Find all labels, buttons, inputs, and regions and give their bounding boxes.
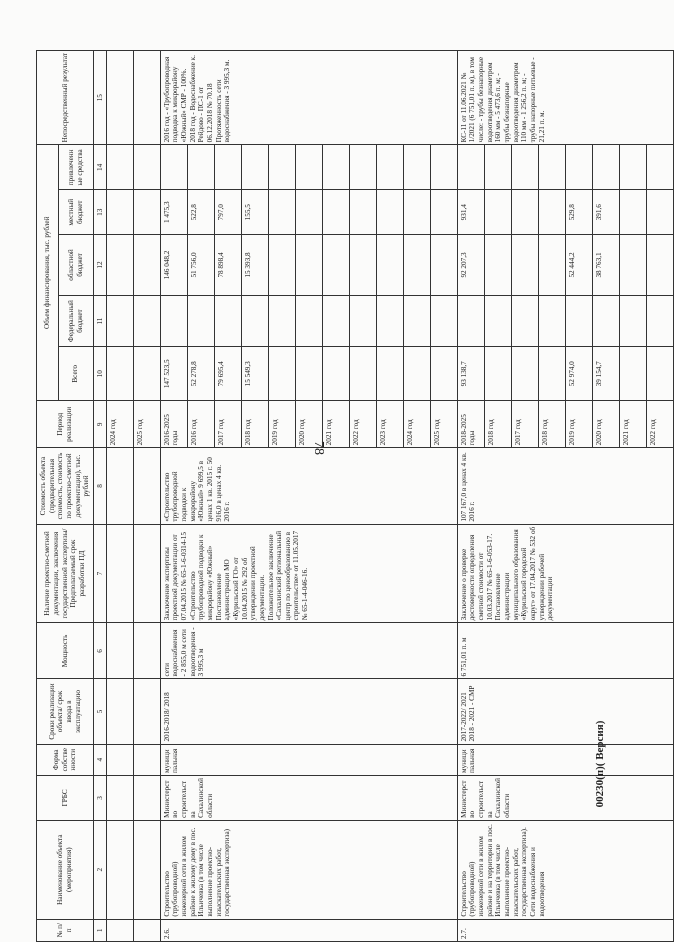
col-header-form: Форма собственности: [37, 744, 94, 775]
year-cell: 2018 год: [538, 401, 565, 448]
local-cell: [376, 190, 403, 235]
col-num: 6: [93, 623, 106, 679]
total-cell: [484, 347, 511, 401]
col-header-ext: привлеченные средства: [58, 145, 93, 190]
federal-cell: [403, 295, 430, 347]
total-cell: [646, 347, 673, 401]
year-cell: 2019 год: [565, 401, 592, 448]
cost-cell: «Строительство трубопроводной подводки к микрорайону «Южный» 9 699,5 в ценах 1 кв. 2015 г. 50 916,0 в ценах 4 кв. 2016 г.: [160, 448, 457, 524]
regional-cell: 38 763,1: [592, 235, 619, 296]
local-cell: [403, 190, 430, 235]
year-cell: 2025 год: [133, 401, 160, 448]
total-cell: 79 695,4: [214, 347, 241, 401]
col-num: 15: [93, 51, 106, 145]
external-cell: [511, 145, 538, 190]
terms-cell: 2016-2018/ 2018: [160, 679, 457, 744]
total-cell: [268, 347, 295, 401]
regional-cell: 15 393,8: [241, 235, 268, 296]
regional-cell: 78 898,4: [214, 235, 241, 296]
regional-cell: 52 444,2: [565, 235, 592, 296]
year-cell: 2025 год: [430, 401, 457, 448]
local-cell: 522,8: [187, 190, 214, 235]
header-row: [37, 51, 59, 942]
regional-cell: [619, 235, 646, 296]
total-cell: [403, 347, 430, 401]
col-header-num: № п/п: [37, 919, 94, 941]
col-header-result: Непосредственный результат: [37, 51, 94, 145]
federal-cell: [160, 295, 187, 347]
object-name: Строительство (трубопроводной) инженерной сети в жилом районе и на территории в пос. Ильичевка (в том числе выполнение проектно-изыскательских работ, государственная экспертиза). Сети водоснабжения и водоотведения: [457, 820, 673, 919]
col-num: 7: [93, 524, 106, 623]
external-cell: [592, 145, 619, 190]
documentation-cell: Заключение о проверке достоверности определения сметной стоимости от 10.03.2017 № 65-1-6-053-17. Постановление администрации муниципального образования «Курильский городской округ» от 17.04.2017 № 532 об утверждении рабочей документации: [457, 524, 673, 623]
local-cell: 529,8: [565, 190, 592, 235]
document-footer: 00230(п)( Версия): [594, 720, 606, 808]
item-number: 2.6.: [160, 919, 457, 941]
total-cell: [538, 347, 565, 401]
col-header-docs: Наличие проектно-сметной документации, заключения государственной экспертизы/ Предполагаемый срок разработки ПД: [37, 524, 94, 623]
regional-cell: [430, 235, 457, 296]
col-header-total: Всего: [58, 347, 93, 401]
table-row: [160, 51, 187, 942]
col-header-name: Наименование объекта (мероприятия): [37, 820, 94, 919]
col-num: 1: [93, 919, 106, 941]
ownership-form: муниципальная: [160, 744, 457, 775]
col-num: 14: [93, 145, 106, 190]
regional-cell: [295, 235, 322, 296]
col-num: 8: [93, 448, 106, 524]
external-cell: [214, 145, 241, 190]
external-cell: [457, 145, 484, 190]
col-num: 11: [93, 295, 106, 347]
item-2-6-group: [160, 51, 457, 942]
external-cell: [619, 145, 646, 190]
year-cell: 2021 год: [322, 401, 349, 448]
regional-cell: [376, 235, 403, 296]
external-cell: [538, 145, 565, 190]
total-cell: 93 138,7: [457, 347, 484, 401]
item-2-7-group: [457, 51, 673, 942]
col-num: 4: [93, 744, 106, 775]
external-cell: [484, 145, 511, 190]
year-cell: 2017 год: [214, 401, 241, 448]
capacity-cell: сети водоснабжения - 2 855,0 м сети водоотведения - 3 995,3 м: [160, 623, 457, 679]
object-name: Строительство (трубопроводной) инженерной сети в жилом районе к жилому дому в пос. Ильичевка (в том числе выполнение проектно-изыскательских работ, государственная экспертиза): [160, 820, 457, 919]
external-cell: [403, 145, 430, 190]
page-number: 78: [311, 441, 326, 455]
regional-cell: [511, 235, 538, 296]
regional-cell: [349, 235, 376, 296]
total-cell: [295, 347, 322, 401]
col-num: 2: [93, 820, 106, 919]
regional-cell: [268, 235, 295, 296]
federal-cell: [295, 295, 322, 347]
year-cell: 2017 год: [511, 401, 538, 448]
year-cell: 2023 год: [376, 401, 403, 448]
col-num: 12: [93, 235, 106, 296]
regional-cell: 51 756,0: [187, 235, 214, 296]
year-cell: 2021 год: [619, 401, 646, 448]
col-num: 10: [93, 347, 106, 401]
ownership-form: муниципальная: [457, 744, 673, 775]
local-cell: [646, 190, 673, 235]
local-cell: 155,5: [241, 190, 268, 235]
year-cell: 2022 год: [349, 401, 376, 448]
col-num: 9: [93, 401, 106, 448]
external-cell: [376, 145, 403, 190]
col-num: 3: [93, 775, 106, 820]
regional-cell: [646, 235, 673, 296]
federal-cell: [511, 295, 538, 347]
local-cell: [511, 190, 538, 235]
external-cell: [646, 145, 673, 190]
total-cell: 52 974,0: [565, 347, 592, 401]
local-cell: [430, 190, 457, 235]
external-cell: [187, 145, 214, 190]
year-cell: 2018-2025 годы: [457, 401, 484, 448]
local-cell: 931,4: [457, 190, 484, 235]
total-cell: [376, 347, 403, 401]
external-cell: [349, 145, 376, 190]
total-cell: [511, 347, 538, 401]
external-cell: [295, 145, 322, 190]
local-cell: 391,6: [592, 190, 619, 235]
local-cell: [538, 190, 565, 235]
year-cell: 2018 год: [241, 401, 268, 448]
total-cell: 52 278,8: [187, 347, 214, 401]
federal-cell: [322, 295, 349, 347]
result-cell: КС-11 от 11.06.2021 № 1/2021 (6 751,01 п. м), в том числе: - трубы безнапорные водоотведения диаметром 160 мм - 5 473,6 п. м; - трубы безнапорные водоотведения диаметром 110 мм - 1 256,2 п. м; - трубы напорные питьевые - 21,21 п. м.: [457, 51, 673, 145]
regional-cell: 146 048,2: [160, 235, 187, 296]
year-cell: 2024 год: [403, 401, 430, 448]
col-num: 13: [93, 190, 106, 235]
external-cell: [241, 145, 268, 190]
federal-cell: [241, 295, 268, 347]
result-cell: 2016 год - «Трубопроводная подводка к микрорайону «Южный» СМР - 100%. 2018 год - Водоснабжение к. Рейдово - ПС-1 от 06.12.2018 № 70.18 Протяженность сети водоснабжения - 3 995,3 м.: [160, 51, 457, 145]
col-num: 5: [93, 679, 106, 744]
regional-cell: [403, 235, 430, 296]
federal-cell: [376, 295, 403, 347]
year-cell: 2018 год: [484, 401, 511, 448]
external-cell: [322, 145, 349, 190]
grbs-cell: Министерство строительства Сахалинской области: [457, 775, 673, 820]
total-cell: [430, 347, 457, 401]
cost-cell: 107 167,0 в ценах 4 кв. 2016 г.: [457, 448, 673, 524]
external-cell: [160, 145, 187, 190]
federal-cell: [268, 295, 295, 347]
regional-cell: [538, 235, 565, 296]
year-cell: 2020 год: [295, 401, 322, 448]
year-cell: 2022 год: [646, 401, 673, 448]
table-row: [106, 51, 133, 942]
total-cell: [322, 347, 349, 401]
federal-cell: [619, 295, 646, 347]
col-header-period: Период реализации: [37, 401, 94, 448]
external-cell: [430, 145, 457, 190]
federal-cell: [484, 295, 511, 347]
federal-cell: [538, 295, 565, 347]
federal-cell: [592, 295, 619, 347]
item-number: 2.7.: [457, 919, 673, 941]
local-cell: [322, 190, 349, 235]
col-header-terms: Сроки реализации объекта/ срок ввода в эксплуатацию: [37, 679, 94, 744]
federal-cell: [565, 295, 592, 347]
federal-cell: [457, 295, 484, 347]
federal-cell: [214, 295, 241, 347]
col-header-capacity: Мощность: [37, 623, 94, 679]
year-cell: 2024 год: [106, 401, 133, 448]
local-cell: 1 475,3: [160, 190, 187, 235]
total-cell: [349, 347, 376, 401]
federal-cell: [187, 295, 214, 347]
col-header-fed: Федеральный бюджет: [58, 295, 93, 347]
federal-cell: [646, 295, 673, 347]
table-row: [133, 51, 160, 942]
federal-cell: [430, 295, 457, 347]
regional-cell: [484, 235, 511, 296]
col-header-grbs: ГРБС: [37, 775, 94, 820]
external-cell: [268, 145, 295, 190]
local-cell: [619, 190, 646, 235]
total-cell: 39 154,7: [592, 347, 619, 401]
local-cell: [349, 190, 376, 235]
regional-cell: [322, 235, 349, 296]
local-cell: [295, 190, 322, 235]
year-cell: 2020 год: [592, 401, 619, 448]
external-cell: [565, 145, 592, 190]
col-header-cost: Стоимость объекта (предварительная стоимость, стоимость по проектно-сметной документации), тыс. рублей: [37, 448, 94, 524]
col-header-loc: местный бюджет: [58, 190, 93, 235]
year-cell: 2019 год: [268, 401, 295, 448]
total-cell: 15 549,3: [241, 347, 268, 401]
col-header-reg: областной бюджет: [58, 235, 93, 296]
table-row: [457, 51, 484, 942]
year-cell: 2016-2025 годы: [160, 401, 187, 448]
grbs-cell: Министерство строительства Сахалинской области: [160, 775, 457, 820]
investment-program-table: [36, 50, 674, 942]
total-cell: [619, 347, 646, 401]
column-number-row: [93, 51, 106, 942]
year-cell: 2016 год: [187, 401, 214, 448]
documentation-cell: Заключение экспертизы проектной документации от 07.04.2015 № 65-1-6-0314-15 «Строительство трубопроводной подводки к микрорайону «Южный» Постановление администрации МО «Курильский ГО» от 10.04.2015 № 292 об утверждении проектной документации. Положительное заключение «Сахалинский региональный центр по ценообразованию в строительстве» от 11.05.2017 № 65-1-4-046-16.: [160, 524, 457, 623]
local-cell: [484, 190, 511, 235]
local-cell: 797,0: [214, 190, 241, 235]
regional-cell: 92 207,3: [457, 235, 484, 296]
terms-cell: 2017-2022/ 2021 2018 - 2021 - СМР: [457, 679, 673, 744]
col-header-funding: Объем финансирования, тыс. рублей: [37, 145, 59, 401]
local-cell: [268, 190, 295, 235]
capacity-cell: 6 751,01 п. м: [457, 623, 673, 679]
federal-cell: [349, 295, 376, 347]
total-cell: 147 523,5: [160, 347, 187, 401]
